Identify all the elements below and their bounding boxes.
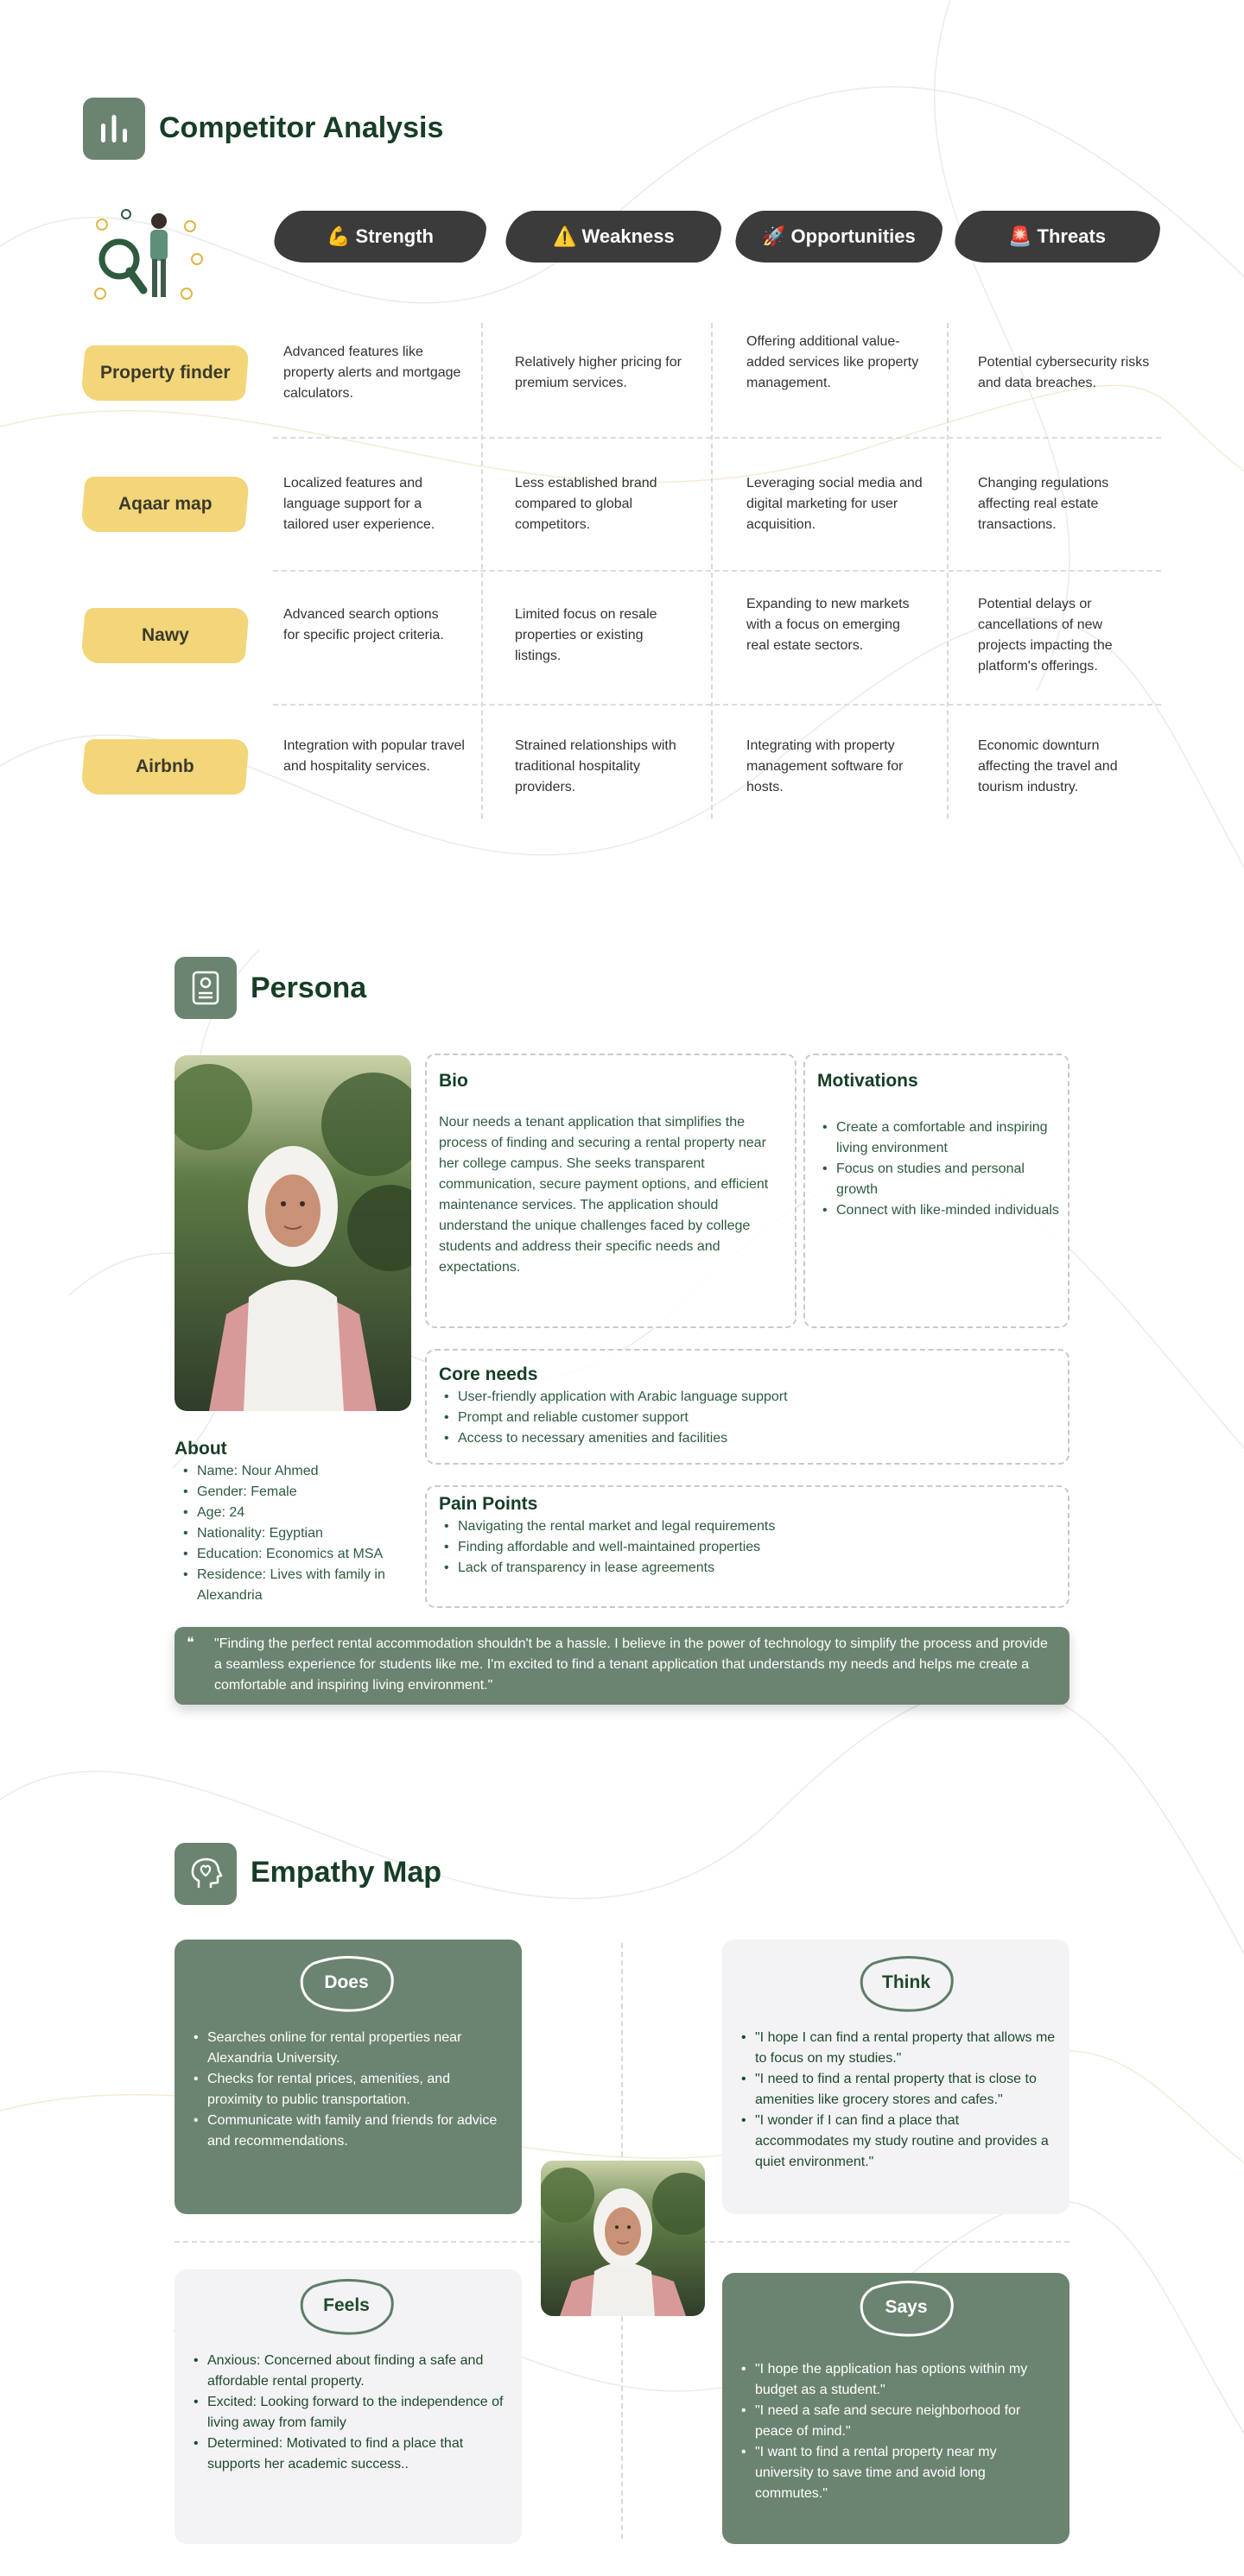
competitor-label-property-finder: Property finder: [80, 345, 250, 401]
competitor-analysis-title: Competitor Analysis: [159, 111, 444, 144]
core-needs-list: [439, 1387, 1044, 1449]
header-strength: 💪 Strength: [272, 211, 488, 263]
list-item: • "I hope the application has options within my budget as a student.": [736, 2359, 1056, 2401]
cell-nawy-weakness: Limited focus on resale properties or existing listings.: [515, 607, 657, 663]
muscle-icon: 💪: [327, 226, 351, 248]
competitor-label-aqaar-map: Aqaar map: [80, 477, 250, 532]
head-heart-icon: [175, 1843, 237, 1905]
feels-list: [188, 2351, 517, 2475]
cell-nawy-threats: Potential delays or cancellations of new projects impacting the platform's offerings.: [978, 597, 1113, 674]
quote-icon: ❝: [187, 1634, 194, 1650]
grid-divider: [273, 704, 1161, 706]
says-list: [736, 2359, 1056, 2504]
analysis-illustration: [86, 207, 216, 314]
think-list: [736, 2028, 1056, 2173]
core-needs-card: [425, 1349, 1069, 1465]
siren-icon: 🚨: [1008, 226, 1032, 248]
motivations-title: Motivations: [817, 1071, 918, 1091]
rocket-icon: 🚀: [762, 226, 786, 248]
cell-property-finder-threats: Potential cybersecurity risks and data breaches.: [978, 355, 1150, 390]
says-card: [722, 2273, 1069, 2544]
feels-card: [175, 2269, 522, 2544]
motivations-list: [817, 1117, 1059, 1221]
list-item: • Residence: Lives with family in Alexandria: [178, 1565, 411, 1606]
list-item: • Communicate with family and friends for advice and recommendations.: [188, 2111, 508, 2152]
list-item: • Anxious: Concerned about finding a safe and affordable rental property.: [188, 2351, 517, 2392]
list-item: • "I need to find a rental property that is close to amenities like grocery stores and cafes.": [736, 2069, 1056, 2111]
list-item: • Navigating the rental market and legal requirements: [439, 1516, 810, 1537]
list-item: • Create a comfortable and inspiring living environment: [817, 1117, 1059, 1159]
list-item: • Gender: Female: [178, 1482, 411, 1503]
cell-property-finder-strength: Advanced features like property alerts and mortgage calculators.: [283, 345, 461, 401]
header-weakness: ⚠️ Weakness: [504, 211, 723, 263]
grid-divider: [273, 437, 1161, 439]
list-item: • Searches online for rental properties near Alexandria University.: [188, 2028, 508, 2069]
cell-airbnb-opportunities: Integrating with property management software for hosts.: [746, 738, 904, 794]
cell-airbnb-threats: Economic downturn affecting the travel and tourism industry.: [978, 738, 1118, 794]
chart-icon: [83, 98, 145, 160]
list-item: • Name: Nour Ahmed: [178, 1461, 411, 1482]
competitor-label-airbnb: Airbnb: [80, 739, 250, 794]
bio-title: Bio: [439, 1071, 468, 1091]
list-item: • Education: Economics at MSA: [178, 1544, 411, 1565]
think-card: [722, 1940, 1069, 2214]
list-item: • Age: 24: [178, 1503, 411, 1523]
list-item: • Focus on studies and personal growth: [817, 1159, 1059, 1200]
does-card: [175, 1940, 522, 2214]
cell-aqaar-map-weakness: Less established brand compared to global competitors.: [515, 476, 657, 532]
list-item: • Lack of transparency in lease agreements: [439, 1558, 1044, 1579]
pain-points-list: [439, 1516, 810, 1579]
grid-divider: [273, 570, 1161, 572]
warning-icon: ⚠️: [552, 226, 577, 248]
list-item: • Determined: Motivated to find a place that supports her academic success..: [188, 2434, 517, 2475]
cell-aqaar-map-threats: Changing regulations affecting real estate transactions.: [978, 476, 1109, 532]
cell-nawy-opportunities: Expanding to new markets with a focus on emerging real estate sectors.: [746, 597, 910, 653]
empathy-map-title: Empathy Map: [251, 1856, 442, 1889]
list-item: • Nationality: Egyptian: [178, 1523, 411, 1544]
cell-airbnb-strength: Integration with popular travel and hospitality services.: [283, 738, 465, 774]
quote-text: "Finding the perfect rental accommodation shouldn't be a hassle. I believe in the power of technology to simplify the process and provide a seamless experience for students like me. I'm excited to find a tenant application that understands my needs and helps me create a comfortable and inspiring living environment.": [214, 1636, 1048, 1693]
persona-photo: [175, 1055, 411, 1411]
cell-aqaar-map-strength: Localized features and language support for a tailored user experience.: [283, 476, 435, 532]
list-item: • "I want to find a rental property near my university to save time and avoid long commutes.": [736, 2442, 1056, 2504]
list-item: • Access to necessary amenities and facilities: [439, 1428, 1044, 1449]
persona-photo-small: [541, 2161, 705, 2316]
pain-points-card: [425, 1485, 1069, 1608]
persona-title: Persona: [251, 972, 367, 1004]
motivations-card: [803, 1054, 1069, 1328]
think-label: Think: [855, 1952, 957, 2014]
cell-aqaar-map-opportunities: Leveraging social media and digital marketing for user acquisition.: [746, 476, 923, 532]
bio-text: Nour needs a tenant application that simplifies the process of finding and securing a rental property near her college campus. She seeks transparent communication, secure payment options, and efficient maintenance services. The application should understand the unique challenges faced by college students and address their specific needs and expectations.: [439, 1115, 769, 1275]
list-item: • Prompt and reliable customer support: [439, 1408, 1044, 1428]
list-item: • "I wonder if I can find a place that accommodates my study routine and provides a quiet environment.": [736, 2111, 1056, 2173]
list-item: • Finding affordable and well-maintained properties: [439, 1537, 1044, 1558]
list-item: • Connect with like-minded individuals: [817, 1200, 1059, 1221]
cell-property-finder-opportunities: Offering additional value-added services like property management.: [746, 334, 919, 390]
list-item: • Excited: Looking forward to the independence of living away from family: [188, 2392, 517, 2434]
list-item: • User-friendly application with Arabic language support: [439, 1387, 1044, 1408]
bio-card: [425, 1054, 797, 1328]
about-title: About: [175, 1439, 227, 1459]
cell-nawy-strength: Advanced search options for specific project criteria.: [283, 607, 444, 642]
about-list: [178, 1461, 411, 1606]
persona-card-icon: [175, 957, 237, 1019]
header-opportunities: 🚀 Opportunities: [733, 211, 944, 263]
does-list: [188, 2028, 508, 2152]
does-label: Does: [295, 1952, 397, 2014]
cell-airbnb-weakness: Strained relationships with traditional hospitality providers.: [515, 738, 676, 794]
list-item: • Checks for rental prices, amenities, and proximity to public transportation.: [188, 2069, 508, 2111]
list-item: • "I hope I can find a rental property that allows me to focus on my studies.": [736, 2028, 1056, 2069]
feels-label: Feels: [295, 2275, 397, 2337]
persona-quote: [175, 1627, 1069, 1705]
header-threats: 🚨 Threats: [953, 211, 1162, 263]
competitor-label-nawy: Nawy: [80, 608, 250, 663]
core-needs-title: Core needs: [439, 1364, 538, 1384]
pain-points-title: Pain Points: [439, 1494, 538, 1514]
says-label: Says: [855, 2276, 957, 2339]
cell-property-finder-weakness: Relatively higher pricing for premium services.: [515, 355, 682, 390]
list-item: • "I need a safe and secure neighborhood for peace of mind.": [736, 2401, 1056, 2442]
